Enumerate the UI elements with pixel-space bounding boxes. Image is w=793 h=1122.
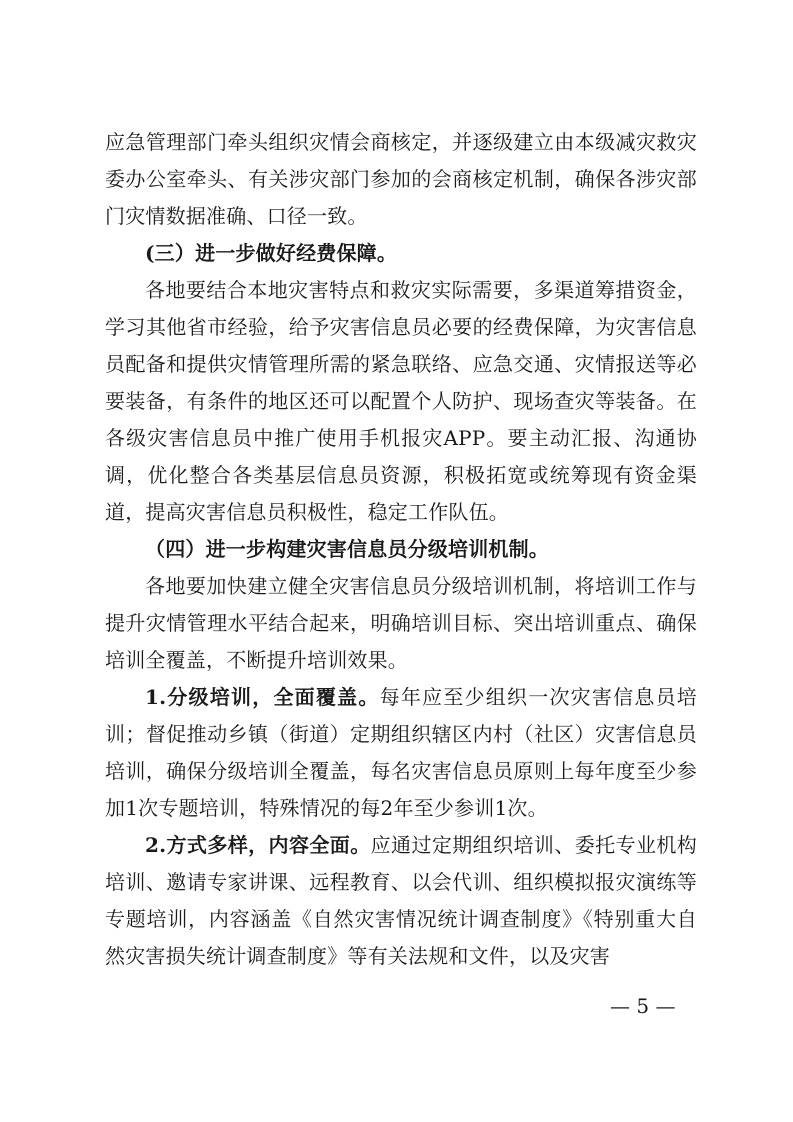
paragraph-training-intro: 各地要加快建立健全灾害信息员分级培训机制，将培训工作与提升灾情管理水平结合起来，明确培训目标、突出培训重点、确保培训全覆盖，不断提升培训效果。: [105, 574, 697, 672]
section-heading-training: （四）进一步构建灾害信息员分级培训机制。: [145, 537, 549, 561]
training-methods-lead: 2.方式多样，内容全面。: [145, 833, 371, 857]
paragraph-training-methods: [105, 827, 697, 975]
paragraph-tiered-training: [105, 679, 697, 827]
tiered-training-text: 每年应至少组织一次灾害信息员培训；督促推动乡镇（街道）定期组织辖区内村（社区）灾害信息员培训，确保分级培训全覆盖，每名灾害信息员原则上每年度至少参加1次专题培训，特殊情况的每2年至少参训1次。: [105, 685, 698, 820]
paragraph-disaster-verification: 应急管理部门牵头组织灾情会商核定，并逐级建立由本级减灾救灾委办公室牵头、有关涉灾部门参加的会商核定机制，确保各涉灾部门灾情数据准确、口径一致。: [105, 130, 697, 228]
training-methods-text: 应通过定期组织培训、委托专业机构培训、邀请专家讲课、远程教育、以会代训、组织模拟报灾演练等专题培训，内容涵盖《自然灾害情况统计调查制度》《特别重大自然灾害损失统计调查制度》等有关法规和文件，以及灾害: [105, 833, 698, 968]
document-body: [105, 124, 697, 975]
section-heading-funding: (三）进一步做好经费保障。: [145, 241, 398, 265]
tiered-training-lead: 1.分级培训，全面覆盖。: [145, 685, 380, 709]
paragraph-funding: 各地要结合本地灾害特点和救灾实际需要，多渠道筹措资金，学习其他省市经验，给予灾害信息员必要的经费保障，为灾害信息员配备和提供灾情管理所需的紧急联络、应急交通、灾情报送等必要装备，有条件的地区还可以配置个人防护、现场查灾等装备。在各级灾害信息员中推广使用手机报灾APP。要主动汇报、沟通协调，优化整合各类基层信息员资源，积极拓宽或统筹现有资金渠道，提高灾害信息员积极性，稳定工作队伍。: [105, 278, 697, 524]
page-number: — 5 —: [610, 994, 676, 1018]
